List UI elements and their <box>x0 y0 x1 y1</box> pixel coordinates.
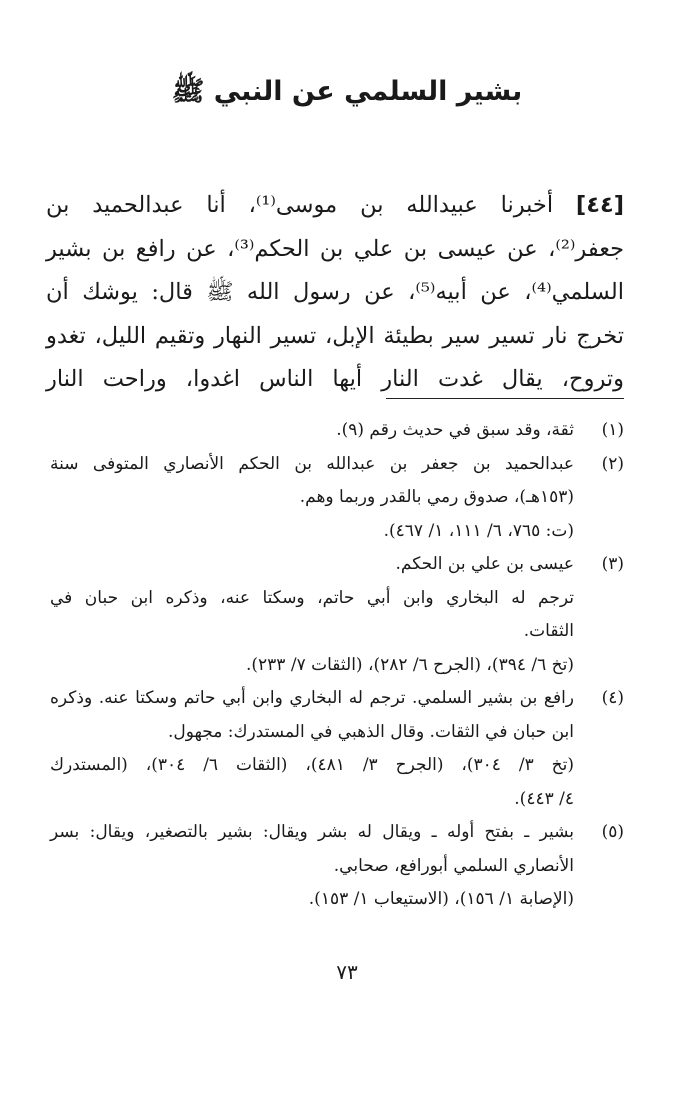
footnote-line: الأنصاري السلمي أبورافع، صحابي. <box>333 855 574 876</box>
footnote-line: عبدالحميد بن جعفر بن عبدالله بن الحكم الأنصاري المتوفى سنة <box>50 453 574 474</box>
footnote-4 <box>0 682 694 816</box>
footnote-number: (٥) <box>601 822 624 842</box>
hadith-line: السلمي⁽⁴⁾، عن أبيه⁽⁵⁾، عن رسول الله ﷺ قال: يوشك أن <box>46 279 624 305</box>
footnote-5 <box>0 816 694 917</box>
footnote-body <box>50 816 574 917</box>
hadith-line: وتروح، يقال غدت النار أيها الناس اغدوا، وراحت النار <box>46 366 624 392</box>
hadith-line: جعفر⁽²⁾، عن عيسى بن علي بن الحكم⁽³⁾، عن رافع بن بشير <box>46 235 624 262</box>
footnote-line: عيسى بن علي بن الحكم. <box>395 554 574 574</box>
footnote-line: (١٥٣هـ)، صدوق رمي بالقدر وربما وهم. <box>299 487 574 507</box>
footnote-3 <box>0 548 694 682</box>
footnotes <box>0 414 694 917</box>
footnote-number: (١) <box>601 420 624 440</box>
footnote-1 <box>0 414 694 448</box>
footnote-2 <box>0 448 694 549</box>
footnote-number: (٣) <box>601 554 624 574</box>
footnote-line: بشير ـ بفتح أوله ـ ويقال له بشر ويقال: بشير بالتصغير، ويقال: بسر <box>50 822 574 842</box>
footnote-number: (٤) <box>601 688 624 708</box>
footnote-line: (تخ ٣/ ٣٠٤)، (الجرح ٣/ ٤٨١)، (الثقات ٦/ ٣٠٤)، (المستدرك <box>50 755 574 775</box>
footnote-line: ابن حبان في الثقات. وقال الذهبي في المستدرك: مجهول. <box>167 721 574 742</box>
footnote-body <box>50 414 574 448</box>
footnote-number: (٢) <box>601 453 624 474</box>
hadith-text <box>46 184 624 402</box>
page-number: ٧٣ <box>336 960 358 984</box>
hadith-line: تخرج نار تسير سير بطيئة الإبل، تسير النهار وتقيم الليل، تغدو <box>46 322 624 349</box>
hadith-number: [٤٤] <box>575 192 624 218</box>
footnote-body <box>50 448 574 549</box>
footnote-line: ثقة، وقد سبق في حديث رقم (٩). <box>336 420 574 440</box>
footnote-body <box>50 682 574 816</box>
footnote-line: ٤/ ٤٤٣). <box>514 788 574 809</box>
footnote-body <box>50 548 574 682</box>
footnote-line: ترجم له البخاري وابن أبي حاتم، وسكتا عنه، وذكره ابن حبان في <box>50 587 574 608</box>
footnote-line: (الإصابة ١/ ١٥٦)، (الاستيعاب ١/ ١٥٣). <box>308 889 574 909</box>
footnote-line: (ت: ٧٦٥، ٦/ ١١١، ١/ ٤٦٧). <box>383 520 574 541</box>
footnote-line: رافع بن بشير السلمي. ترجم له البخاري وابن أبي حاتم وسكتا عنه. وذكره <box>50 688 574 708</box>
hadith-line: [٤٤] أخبرنا عبيدالله بن موسى⁽¹⁾، أنا عبدالحميد بن <box>46 192 624 218</box>
footnote-line: (تخ ٦/ ٣٩٤)، (الجرح ٦/ ٢٨٢)، (الثقات ٧/ ٢٣٣). <box>245 654 574 675</box>
footnote-line: الثقات. <box>523 621 574 641</box>
page-title: بشير السلمي عن النبي ﷺ <box>171 76 523 107</box>
footnote-divider <box>386 398 624 399</box>
